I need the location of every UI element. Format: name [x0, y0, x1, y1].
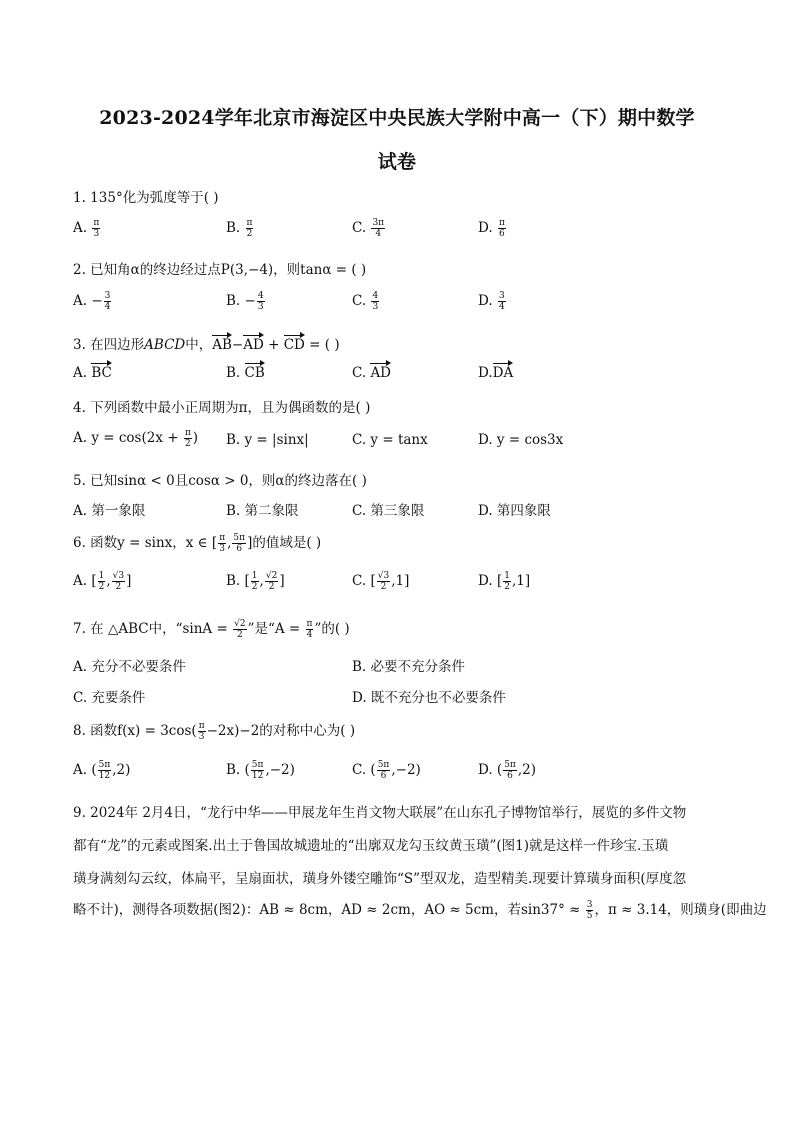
option-label: D.	[478, 293, 493, 309]
stem-text: ,	[227, 535, 232, 551]
q4-option-b[interactable]: B. y = |sinx|	[226, 432, 309, 448]
vector: AD	[370, 365, 392, 381]
option-text: 1]	[395, 573, 410, 589]
q4-option-d[interactable]: D. y = cos3x	[478, 432, 564, 448]
q1-option-c[interactable]	[352, 218, 386, 239]
option-label: A.	[73, 220, 88, 236]
comma: ,	[259, 573, 264, 589]
option-text: 1]	[516, 573, 531, 589]
q2-option-c[interactable]	[352, 291, 380, 312]
q5-option-d[interactable]: D. 第四象限	[478, 503, 551, 519]
q5-option-b[interactable]: B. 第二象限	[226, 503, 299, 519]
option-label: C.	[352, 573, 367, 589]
q8-option-d[interactable]	[478, 760, 536, 781]
fraction: $\frac{1}{2}$	[504, 571, 510, 592]
comma: ,	[391, 573, 396, 589]
stem-text: ]的值域是( )	[247, 535, 322, 551]
stem-text: 略不计)，测得各项数据(图2)：AB ≈ 8cm，AD ≈ 2cm，AO ≈ 5cm，若sin37° ≈	[73, 902, 585, 918]
fraction: $\frac{√2}{2}$	[234, 619, 246, 640]
option-text: ,2)	[517, 762, 537, 778]
fraction: $\frac{√3}{2}$	[377, 571, 390, 592]
option-label: A.	[73, 365, 88, 381]
fraction: $\frac{\pi}{3}$	[219, 533, 226, 554]
bracket: ]	[126, 573, 132, 589]
question-9-line3: 璜身满刻勾云纹，体扁平，呈扇面状，璜身外镂空雕饰“S”型双龙，造型精美.现要计算璜身面积(厚度忽	[73, 871, 687, 887]
q6-option-a[interactable]	[73, 571, 131, 592]
operator: +	[263, 337, 284, 353]
question-5-stem: 5. 已知sinα < 0且cosα > 0，则α的终边落在( )	[73, 473, 367, 489]
option-text: ,−2)	[391, 762, 421, 778]
fraction: $\frac{\pi}{3}$	[198, 721, 205, 742]
q2-option-d[interactable]	[478, 291, 507, 312]
stem-text: 3. 在四边形	[73, 337, 145, 353]
fraction: $\frac{√3}{2}$	[112, 571, 125, 592]
bracket: [	[370, 573, 376, 589]
fraction: $\frac{\pi}{6}$	[498, 218, 505, 239]
q1-option-d[interactable]	[478, 218, 507, 239]
question-1-stem: 1. 135°化为弧度等于( )	[73, 190, 219, 206]
vector: CB	[244, 365, 265, 381]
vector-ab: AB	[212, 337, 232, 353]
question-4-stem: 4. 下列函数中最小正周期为π，且为偶函数的是( )	[73, 400, 371, 416]
question-3-stem	[73, 333, 340, 353]
fraction: $\frac{5\pi}{6}$	[233, 533, 246, 554]
q1-option-a[interactable]	[73, 218, 101, 239]
fraction: $\frac{5\pi}{12}$	[98, 760, 111, 781]
option-label: A. (	[73, 762, 97, 778]
option-label: D. (	[478, 762, 503, 778]
stem-text: ，π ≈ 3.14，则璜身(即曲边	[594, 902, 767, 918]
q6-option-b[interactable]	[226, 571, 285, 592]
option-label: C.	[352, 365, 367, 381]
question-2-stem: 2. 已知角α的终边经过点P(3,−4)，则tanα = ( )	[73, 262, 367, 278]
q2-option-b[interactable]	[226, 291, 266, 312]
bracket: [	[91, 573, 97, 589]
q8-option-b[interactable]	[226, 760, 295, 781]
bracket: [	[496, 573, 503, 589]
fraction: $\frac{5\pi}{6}$	[377, 760, 390, 781]
stem-text: 6. 函数y = sinx，x ∈ [	[73, 535, 218, 551]
fraction: $\frac{√2}{2}$	[265, 571, 278, 592]
question-7-stem	[73, 617, 350, 640]
option-label: A.	[73, 573, 88, 589]
option-label: B.	[226, 293, 241, 309]
fraction: $\frac{4}{3}$	[372, 291, 379, 312]
stem-text: 8. 函数f(x) = 3cos(	[73, 723, 197, 739]
operator: −	[231, 337, 244, 353]
option-text: ,2)	[112, 762, 131, 778]
fraction: $\frac{\pi}{4}$	[306, 619, 313, 640]
fraction: $\frac{3}{4}$	[498, 291, 505, 312]
question-9-line2: 都有“龙”的元素或图案.出土于鲁国故城遗址的“出廓双龙勾玉纹黄玉璜”(图1)就是这样一件珍宝.玉璜	[73, 838, 669, 854]
bracket: ]	[279, 573, 285, 589]
q3-option-b[interactable]	[226, 365, 265, 381]
option-label: C. (	[352, 762, 376, 778]
minus-sign: −	[91, 293, 103, 309]
option-text: ,−2)	[265, 762, 295, 778]
q4-option-c[interactable]: C. y = tanx	[352, 432, 428, 448]
fraction: $\frac{4}{3}$	[257, 291, 264, 312]
q8-option-a[interactable]	[73, 760, 130, 781]
q4-option-a[interactable]	[73, 428, 198, 449]
option-text: )	[192, 430, 199, 446]
shape-name: ABCD	[144, 337, 186, 353]
option-label: C.	[352, 220, 367, 236]
fraction: $\frac{1}{2}$	[98, 571, 105, 592]
q3-option-a[interactable]	[73, 365, 112, 381]
stem-text: ”是“A =	[247, 621, 305, 637]
q7-option-c[interactable]: C. 充要条件	[73, 690, 146, 706]
stem-text: 中，	[185, 337, 213, 353]
fraction: $\frac{\pi}{3}$	[93, 218, 100, 239]
vector: BC	[91, 365, 112, 381]
q6-option-d[interactable]	[478, 571, 530, 592]
vector-ad: AD	[243, 337, 264, 353]
q7-option-b[interactable]: B. 必要不充分条件	[352, 659, 466, 675]
stem-text: ”的( )	[314, 621, 350, 637]
stem-text: −2x)−2的对称中心为( )	[206, 723, 356, 739]
vector-cd: CD	[283, 337, 305, 353]
option-label: D.	[478, 573, 493, 589]
fraction: $\frac{3}{5}$	[586, 900, 593, 921]
bracket: [	[244, 573, 250, 589]
option-label: C.	[352, 293, 367, 309]
fraction: $\frac{1}{2}$	[251, 571, 258, 592]
comma: ,	[106, 573, 111, 589]
vector: DA	[492, 365, 514, 381]
exam-title-line1: 2023-2024学年北京市海淀区中央民族大学附中高一（下）期中数学	[99, 107, 695, 129]
question-8-stem	[73, 719, 355, 742]
fraction: $\frac{\pi}{2}$	[246, 218, 253, 239]
option-label: B.	[226, 220, 241, 236]
fraction: $\frac{3}{4}$	[104, 291, 111, 312]
option-label: D.	[478, 365, 493, 381]
fraction: $\frac{5\pi}{12}$	[251, 760, 264, 781]
question-9-line1: 9. 2024年 2月4日，“龙行中华——甲展龙年生肖文物大联展”在山东孔子博物馆举行，展览的多件文物	[73, 805, 687, 821]
question-6-stem	[73, 531, 321, 554]
stem-text: = ( )	[304, 337, 340, 353]
q3-option-c[interactable]	[352, 365, 391, 381]
q3-option-d[interactable]	[478, 365, 513, 381]
fraction: $\frac{5\pi}{6}$	[504, 760, 516, 781]
q5-option-c[interactable]: C. 第三象限	[352, 503, 425, 519]
exam-title-line2: 试卷	[377, 151, 417, 173]
option-label: D.	[478, 220, 493, 236]
minus-sign: −	[244, 293, 256, 309]
q5-option-a[interactable]: A. 第一象限	[73, 503, 146, 519]
q1-option-b[interactable]	[226, 218, 254, 239]
comma: ,	[511, 573, 517, 589]
option-label: B.	[226, 365, 241, 381]
option-text: A. y = cos(2x +	[73, 430, 183, 446]
q2-option-a[interactable]	[73, 291, 112, 312]
fraction: $\frac{\pi}{2}$	[184, 428, 191, 449]
q8-option-c[interactable]	[352, 760, 421, 781]
question-9-line4	[73, 898, 767, 921]
q6-option-c[interactable]	[352, 571, 409, 592]
q7-option-a[interactable]: A. 充分不必要条件	[73, 659, 186, 675]
q7-option-d[interactable]: D. 既不充分也不必要条件	[352, 690, 506, 706]
fraction: $\frac{3\pi}{4}$	[372, 218, 385, 239]
option-label: B.	[226, 573, 241, 589]
stem-text: 7. 在 △ABC中，“sinA =	[73, 621, 233, 637]
option-label: B. (	[226, 762, 250, 778]
option-label: A.	[73, 293, 88, 309]
